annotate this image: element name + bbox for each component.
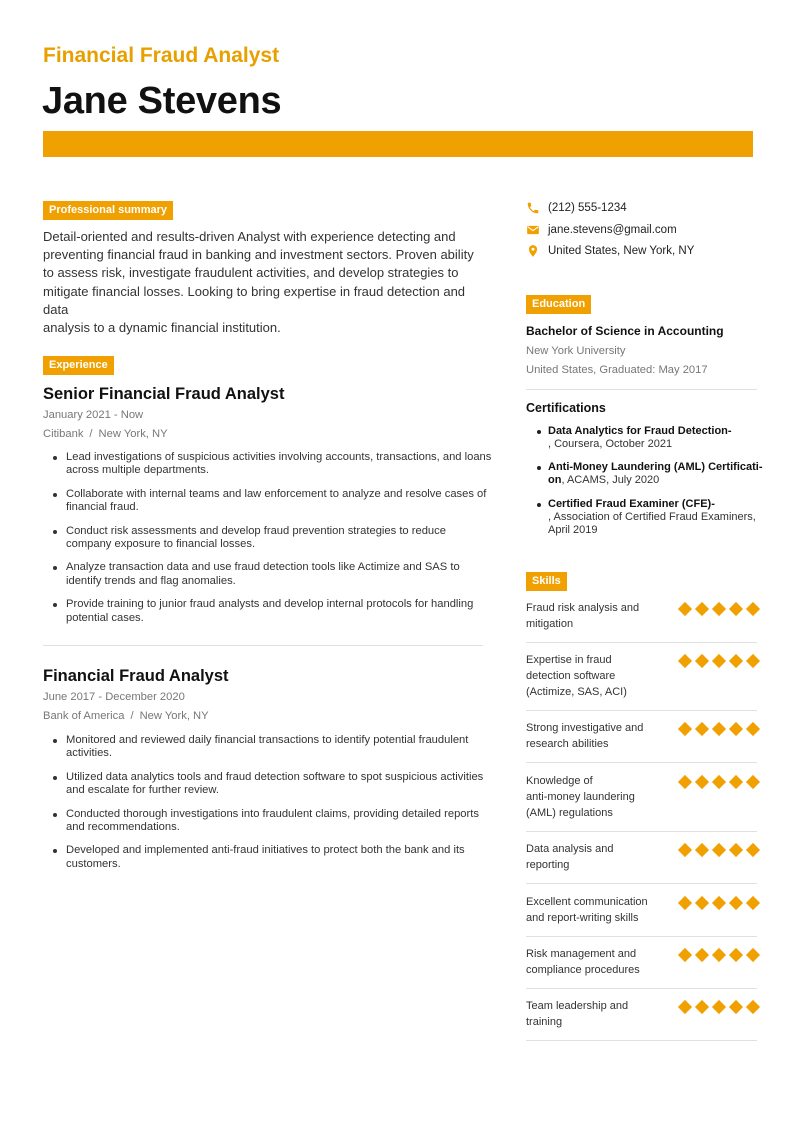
- diamond-icon: [678, 775, 692, 789]
- skill-divider: [526, 1040, 757, 1041]
- skill-rating: [678, 604, 760, 614]
- diamond-icon: [746, 775, 760, 789]
- experience-dates: January 2021 - Now: [43, 409, 144, 421]
- diamond-icon: [712, 948, 726, 962]
- diamond-icon: [729, 775, 743, 789]
- bullet-dot: [537, 466, 541, 470]
- experience-bullet: Analyze transaction data and use fraud detection tools like Actimize and SAS to identify trends and flag anomalies.: [43, 561, 498, 588]
- experience-bullet: Monitored and reviewed daily financial transactions to identify potential fraudulent activities.: [43, 734, 498, 761]
- skill-label: Fraud risk analysis and mitigation: [526, 602, 640, 630]
- skill-rating: [678, 845, 760, 855]
- diamond-icon: [695, 722, 709, 736]
- experience-company: Bank of America: [43, 710, 125, 722]
- diamond-icon: [712, 722, 726, 736]
- diamond-icon: [695, 843, 709, 857]
- certification-title: Anti-Money Laundering (AML) Certificati- on, ACAMS, July 2020: [548, 461, 763, 486]
- diamond-icon: [695, 775, 709, 789]
- experience-title: Financial Fraud Analyst: [43, 667, 229, 685]
- bullet-dot: [537, 503, 541, 507]
- diamond-icon: [729, 722, 743, 736]
- experience-bullet: Collaborate with internal teams and law enforcement to analyze and resolve cases of financial fraud.: [43, 488, 498, 515]
- diamond-icon: [695, 654, 709, 668]
- experience-company: Citibank: [43, 428, 84, 440]
- experience-bullet: Utilized data analytics tools and fraud detection software to spot suspicious activities and escalate for further review.: [43, 771, 498, 798]
- skill-rating: [678, 724, 760, 734]
- summary-line: analysis to a dynamic financial institution.: [43, 320, 281, 336]
- experience-bullet: Conduct risk assessments and develop fraud prevention strategies to reduce company exposure to financial losses.: [43, 525, 498, 552]
- skill-label: Team leadership and training: [526, 1000, 629, 1028]
- diamond-icon: [746, 896, 760, 910]
- diamond-icon: [712, 1000, 726, 1014]
- phone-icon: [526, 201, 540, 215]
- header-accent-bar: [43, 131, 753, 157]
- certification-item: [526, 498, 771, 537]
- certification-title: Data Analytics for Fraud Detection-: [548, 425, 732, 437]
- skill-rating: [678, 656, 760, 666]
- skill-divider: [526, 762, 757, 763]
- diamond-icon: [695, 1000, 709, 1014]
- contact-email: [526, 222, 677, 238]
- section-tag-skills: Skills: [526, 572, 567, 591]
- diamond-icon: [712, 602, 726, 616]
- diamond-icon: [695, 948, 709, 962]
- skill-label: Knowledge of anti-money laundering (AML) regulations: [526, 775, 635, 819]
- diamond-icon: [695, 602, 709, 616]
- skill-label: Expertise in fraud detection software (Actimize, SAS, ACI): [526, 654, 627, 698]
- skill-divider: [526, 710, 757, 711]
- skill-rating: [678, 1002, 760, 1012]
- diamond-icon: [712, 843, 726, 857]
- experience-bullet: Lead investigations of suspicious activities involving accounts, transactions, and loans across multiple departments.: [43, 451, 498, 478]
- diamond-icon: [678, 1000, 692, 1014]
- skill-rating: [678, 898, 760, 908]
- skill-divider: [526, 831, 757, 832]
- skill-label: Data analysis and reporting: [526, 843, 614, 871]
- diamond-icon: [712, 775, 726, 789]
- experience-location: New York, NY: [98, 428, 168, 440]
- skill-divider: [526, 883, 757, 884]
- experience-bullet: Developed and implemented anti-fraud initiatives to protect both the bank and its customers.: [43, 844, 498, 871]
- education-divider: [526, 389, 757, 390]
- diamond-icon: [729, 843, 743, 857]
- diamond-icon: [678, 896, 692, 910]
- experience-bullets: [43, 451, 498, 635]
- skill-label: Risk management and compliance procedures: [526, 948, 640, 976]
- diamond-icon: [678, 722, 692, 736]
- candidate-name: Jane Stevens: [42, 80, 282, 122]
- education-degree: Bachelor of Science in Accounting: [526, 324, 724, 338]
- skill-rating: [678, 950, 760, 960]
- skill-divider: [526, 642, 757, 643]
- diamond-icon: [729, 896, 743, 910]
- contact-phone: [526, 200, 627, 216]
- diamond-icon: [746, 602, 760, 616]
- location-text: United States, New York, NY: [548, 245, 695, 257]
- education-details: United States, Graduated: May 2017: [526, 364, 708, 376]
- experience-bullet: Conducted thorough investigations into fraudulent claims, providing detailed reports and recommendations.: [43, 808, 498, 835]
- phone-text: (212) 555-1234: [548, 202, 627, 214]
- diamond-icon: [746, 948, 760, 962]
- diamond-icon: [729, 602, 743, 616]
- section-tag-summary: Professional summary: [43, 201, 173, 220]
- certification-issuer: , Coursera, October 2021: [548, 438, 673, 450]
- contact-location: [526, 243, 694, 259]
- summary-line: to assess risk, investigate fraudulent activities, and develop strategies to: [43, 265, 459, 281]
- diamond-icon: [729, 948, 743, 962]
- certification-issuer: , Association of Certified Fraud Examiners, April 2019: [548, 511, 756, 536]
- diamond-icon: [729, 1000, 743, 1014]
- certification-title: Certified Fraud Examiner (CFE)-: [548, 498, 715, 510]
- diamond-icon: [695, 896, 709, 910]
- section-tag-experience: Experience: [43, 356, 114, 375]
- diamond-icon: [712, 654, 726, 668]
- location-pin-icon: [526, 244, 540, 258]
- diamond-icon: [746, 654, 760, 668]
- skill-divider: [526, 936, 757, 937]
- diamond-icon: [678, 602, 692, 616]
- envelope-icon: [526, 223, 540, 237]
- experience-bullet: Provide training to junior fraud analysts and develop internal protocols for handling potential cases.: [43, 598, 498, 625]
- skill-rating: [678, 777, 760, 787]
- email-text: jane.stevens@gmail.com: [548, 224, 677, 236]
- bullet-dot: [537, 430, 541, 434]
- section-tag-education: Education: [526, 295, 591, 314]
- experience-bullets: [43, 734, 498, 881]
- diamond-icon: [712, 896, 726, 910]
- job-title: Financial Fraud Analyst: [43, 44, 280, 67]
- diamond-icon: [678, 948, 692, 962]
- experience-dates: June 2017 - December 2020: [43, 691, 185, 703]
- diamond-icon: [678, 654, 692, 668]
- diamond-icon: [746, 1000, 760, 1014]
- summary-text: [43, 228, 493, 337]
- experience-divider: [43, 645, 483, 646]
- summary-line: preventing financial fraud in banking and investment sectors. Proven ability: [43, 247, 474, 263]
- diamond-icon: [746, 722, 760, 736]
- diamond-icon: [746, 843, 760, 857]
- skill-label: Excellent communication and report-writing skills: [526, 896, 648, 924]
- summary-line: mitigate financial losses. Looking to bring expertise in fraud detection and data: [43, 283, 466, 317]
- certification-item: [526, 461, 771, 487]
- diamond-icon: [729, 654, 743, 668]
- certifications-heading: Certifications: [526, 401, 606, 415]
- summary-line: Detail-oriented and results-driven Analyst with experience detecting and: [43, 229, 456, 244]
- experience-company-location: Citibank / New York, NY: [43, 428, 168, 440]
- experience-title: Senior Financial Fraud Analyst: [43, 385, 285, 403]
- experience-location: New York, NY: [139, 710, 209, 722]
- skill-label: Strong investigative and research abilities: [526, 722, 644, 750]
- education-school: New York University: [526, 345, 626, 357]
- diamond-icon: [678, 843, 692, 857]
- certification-item: [526, 425, 771, 451]
- experience-company-location: Bank of America / New York, NY: [43, 710, 209, 722]
- skill-divider: [526, 988, 757, 989]
